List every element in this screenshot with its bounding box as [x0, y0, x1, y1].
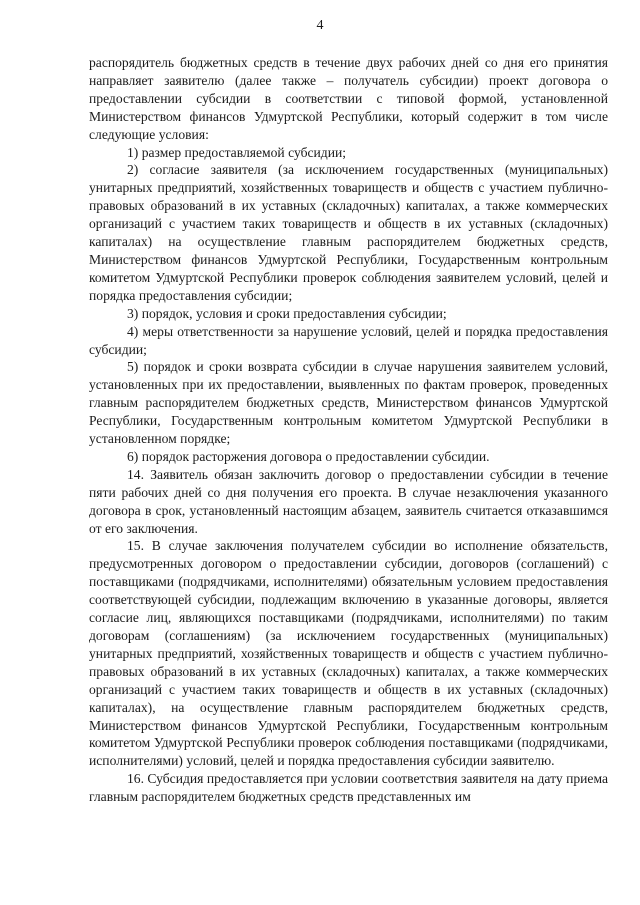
paragraph-condition-2: 2) согласие заявителя (за исключением государственных (муниципальных) унитарных предприятий, хозяйственных товариществ и обществ с участием публично-правовых образований в их уставных (складочных) капиталах, а также коммерческих организаций с участием таких товариществ и обществ в их уставных (складочных) капиталах) на осуществление главным распорядителем бюджетных средств, Министерством финансов Удмуртской Республики, Государственным контрольным комитетом Удмуртской Республики проверок соблюдения заявителем условий, целей и порядка предоставления субсидии;: [89, 162, 608, 303]
paragraph-clause-15: 15. В случае заключения получателем субсидии во исполнение обязательств, предусмотренных договором о предоставлении субсидии, договоров (соглашений) с поставщиками (подрядчиками, исполнителями) обязательным условием предоставления соответствующей субсидии, подлежащим включению в указанные договоры, является согласие лиц, являющихся поставщиками (подрядчиками, исполнителями) по таким договорам (соглашениям) (за исключением государственных (муниципальных) унитарных предприятий, хозяйственных товариществ и обществ с участием публично-правовых образований в их уставных (складочных) капиталах, а также коммерческих организаций с участием таких товариществ и обществ в их уставных (складочных) капиталах), на осуществление главным распорядителем бюджетных средств, Министерством финансов Удмуртской Республики, Государственным контрольным комитетом Удмуртской Республики проверок соблюдения поставщиками (подрядчиками, исполнителями) условий, целей и порядка предоставления субсидии заявителю.: [89, 538, 608, 769]
paragraph-condition-1: 1) размер предоставляемой субсидии;: [127, 144, 347, 160]
paragraph-condition-4: 4) меры ответственности за нарушение условий, целей и порядка предоставления субсидии;: [89, 323, 608, 357]
paragraph-clause-16: 16. Субсидия предоставляется при условии соответствия заявителя на дату приема главным распорядителем бюджетных средств представленных им: [89, 771, 608, 805]
document-body: [89, 54, 608, 806]
paragraph-continuation: распорядитель бюджетных средств в течение двух рабочих дней со дня его принятия направляет заявителю (далее также – получатель субсидии) проект договора о предоставлении субсидии в соответствии с типовой формой, установленной Министерством финансов Удмуртской Республики, который содержит в том числе следующие условия:: [89, 55, 608, 142]
paragraph-clause-14: 14. Заявитель обязан заключить договор о предоставлении субсидии в течение пяти рабочих дней со дня получения его проекта. В случае незаключения указанного договора в срок, установленный настоящим абзацем, заявитель считается отказавшимся от его заключения.: [89, 466, 608, 536]
paragraph-condition-5: 5) порядок и сроки возврата субсидии в случае нарушения заявителем условий, установленных при их предоставлении, выявленных по фактам проверок, проведенных главным распорядителем бюджетных средств, Министерством финансов Удмуртской Республики, Государственным контрольным комитетом Удмуртской Республики в установленном порядке;: [89, 359, 608, 447]
paragraph-condition-6: 6) порядок расторжения договора о предоставлении субсидии.: [127, 448, 490, 464]
page-number: 4: [316, 18, 324, 33]
paragraph-condition-3: 3) порядок, условия и сроки предоставления субсидии;: [127, 305, 447, 321]
